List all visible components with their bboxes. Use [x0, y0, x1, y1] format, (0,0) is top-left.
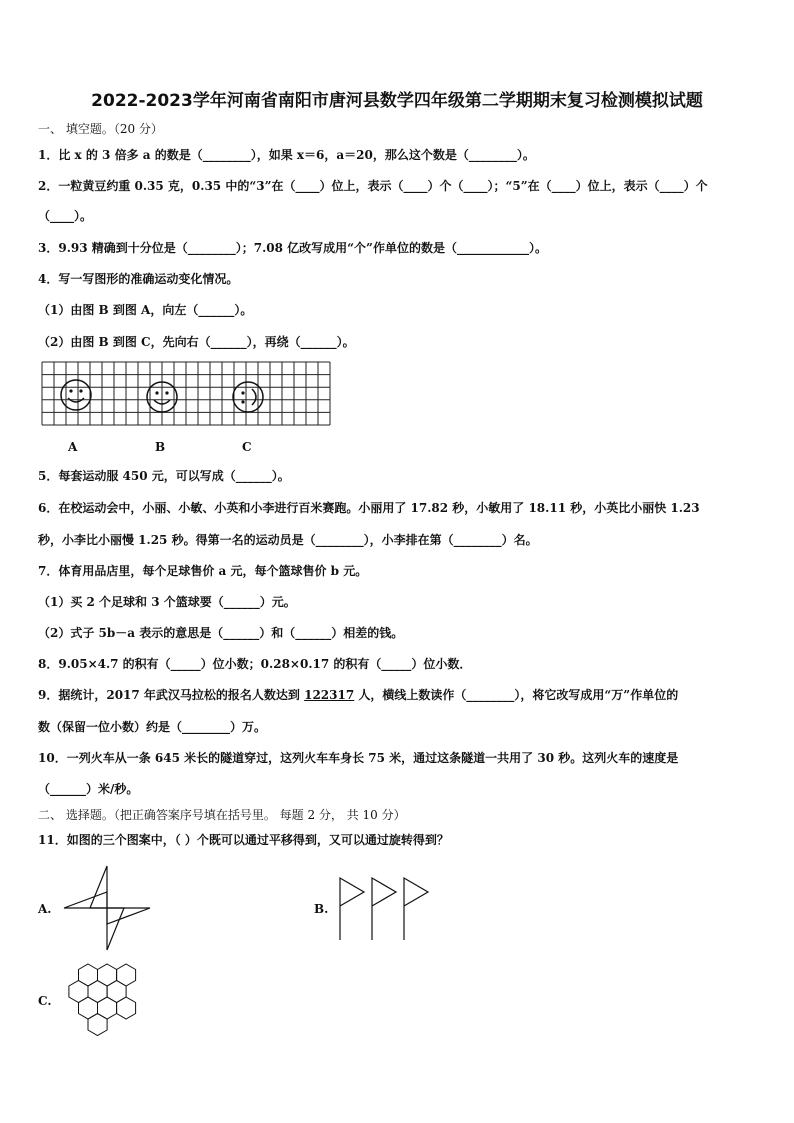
hexagon-cell: [88, 1014, 107, 1036]
question-4: 4．写一写图形的准确运动变化情况。: [38, 272, 239, 286]
page-title: 2022-2023学年河南省南阳市唐河县数学四年级第二学期期末复习检测模拟试题: [91, 91, 703, 111]
question-4-part-1: （1）由图 B 到图 A，向左（______）。: [38, 303, 253, 317]
hexagon-figure: [62, 963, 142, 1029]
question-7-part-1: （1）买 2 个足球和 3 个篮球要（______）元。: [38, 595, 296, 609]
question-9-number: 122317: [304, 688, 355, 702]
question-1: 1．比 x 的 3 倍多 a 的数是（________），如果 x＝6，a＝20，那么这个数是（________）。: [38, 148, 535, 162]
pinwheel-figure: [62, 864, 154, 952]
question-3: 3．9.93 精确到十分位是（________）；7.08 亿改写成用“个”作单位的数是（____________）。: [38, 241, 547, 255]
question-10-line-2: （______）米/秒。: [38, 782, 139, 796]
question-5: 5．每套运动服 450 元，可以写成（______）。: [38, 469, 290, 483]
grid-figure: [42, 362, 332, 428]
question-7-part-2: （2）式子 5b－a 表示的意思是（______）和（______）相差的钱。: [38, 626, 404, 640]
option-a-label: A.: [38, 902, 52, 916]
question-4-part-2: （2）由图 B 到图 C，先向右（______），再绕（______）。: [38, 335, 355, 349]
grid-label-b: B: [155, 440, 166, 454]
flags-figure: [338, 874, 430, 942]
question-9-line-2: 数（保留一位小数）约是（________）万。: [38, 720, 267, 734]
grid-label-c: C: [242, 440, 252, 454]
section-heading-2: 二、 选择题。（把正确答案序号填在括号里。 每题 2 分， 共 10 分）: [38, 808, 406, 822]
question-2-line-2: （____）。: [38, 209, 93, 223]
question-6-line-1: 6．在校运动会中，小丽、小敏、小英和小李进行百米赛跑。小丽用了 17.82 秒，小敏用了 18.11 秒，小英比小丽快 1.23: [38, 501, 700, 515]
question-2-line-1: 2．一粒黄豆约重 0.35 克，0.35 中的“3”在（____）位上，表示（____）个（____）；“5”在（____）位上，表示（____）个: [38, 179, 708, 193]
question-10-line-1: 10．一列火车从一条 645 米长的隧道穿过，这列火车车身长 75 米，通过这条隧道一共用了 30 秒。这列火车的速度是: [38, 751, 679, 765]
hexagon-cell: [117, 997, 136, 1019]
option-c-label: C.: [38, 994, 52, 1008]
question-8: 8．9.05×4.7 的积有（_____）位小数；0.28×0.17 的积有（_____）位小数．: [38, 657, 472, 671]
option-b-label: B.: [314, 902, 329, 916]
section-heading-1: 一、 填空题。（20 分）: [38, 122, 163, 136]
grid-label-a: A: [68, 440, 78, 454]
question-7: 7．体育用品店里，每个足球售价 a 元，每个篮球售价 b 元。: [38, 564, 368, 578]
question-6-line-2: 秒，小李比小丽慢 1.25 秒。得第一名的运动员是（________），小李排在第（________）名。: [38, 533, 538, 547]
question-9-line-1: [38, 687, 678, 703]
question-11: 11．如图的三个图案中，（ ）个既可以通过平移得到，又可以通过旋转得到？: [38, 833, 449, 847]
grid-lines: [42, 362, 330, 425]
question-9-pre: 9．据统计，2017 年武汉马拉松的报名人数达到: [38, 688, 305, 702]
question-9-post: 人，横线上数读作（________），将它改写成用“万”作单位的: [354, 688, 679, 702]
